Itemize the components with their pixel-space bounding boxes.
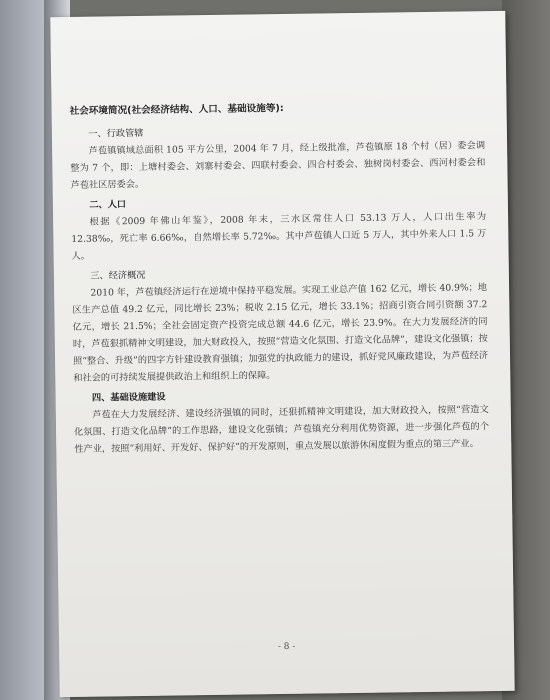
document-page xyxy=(50,11,514,697)
paragraph-economy: 2010 年，芦苞镇经济运行在逆境中保持平稳发展。实现工业总产值 162 亿元，增长 40.9%；地区生产总值 49.2 亿元，同比增长 23%；税收 2.15 亿元，增长 33.1%；招商引资合同引资额 37.2 亿元，增长 21.5%；全社会固定资产投资完成总额 44.6 亿元，增长 23.9%。在大力发展经济的同时，芦苞狠抓精神文明建设，加大财政投入，按照“营造文化氛围、打造文化品牌”，建设文化强镇；按照“整合、升级”的四字方针建设教育强镇；加强党的执政能力的建设，抓好党风廉政建设，为芦苞经济和社会的可持续发展提供政治上和组织上的保障。 xyxy=(72,282,489,384)
section-heading-infrastructure: 四、基础设施建设 xyxy=(91,391,166,404)
paragraph-population: 根据《2009 年佛山年鉴》，2008 年末，三水区常住人口 53.13 万人，人口出生率为 12.38‰，死亡率 6.66‰，自然增长率 5.72‰。其中芦苞镇人口近 5 万人，其中外来人口 1.5 万人。 xyxy=(71,211,487,262)
paragraph-infrastructure: 芦苞在大力发展经济、建设经济强镇的同时，还狠抓精神文明建设，加大财政投入，按照“营造文化氛围、打造文化品牌”的工作思路，建设文化强镇；芦苞镇充分利用优势资源，进一步强化芦苞的个性产业，按照“利用好、开发好、保护好”的开发原则，重点发展以旅游休闲度假为重点的第三产业。 xyxy=(73,404,490,455)
page-content xyxy=(69,97,489,458)
section-heading-administration: 一、行政管辖 xyxy=(88,127,144,140)
section-heading-population: 二、人口 xyxy=(89,199,127,211)
section-heading-economy: 三、经济概况 xyxy=(90,269,146,282)
page-title: 社会环境简况(社会经济结构、人口、基础设施等): xyxy=(69,102,284,117)
paragraph-administration: 芦苞镇镇域总面积 105 平方公里，2004 年 7 月，经上级批准，芦苞镇原 18 个村（居）委会调整为 7 个，即：上塘村委会、刘寨村委会、四联村委会、四合村委会、独树岗村委会、西河村委会和芦苞社区居委会。 xyxy=(70,140,486,191)
page-number: - 8 - xyxy=(277,641,296,653)
